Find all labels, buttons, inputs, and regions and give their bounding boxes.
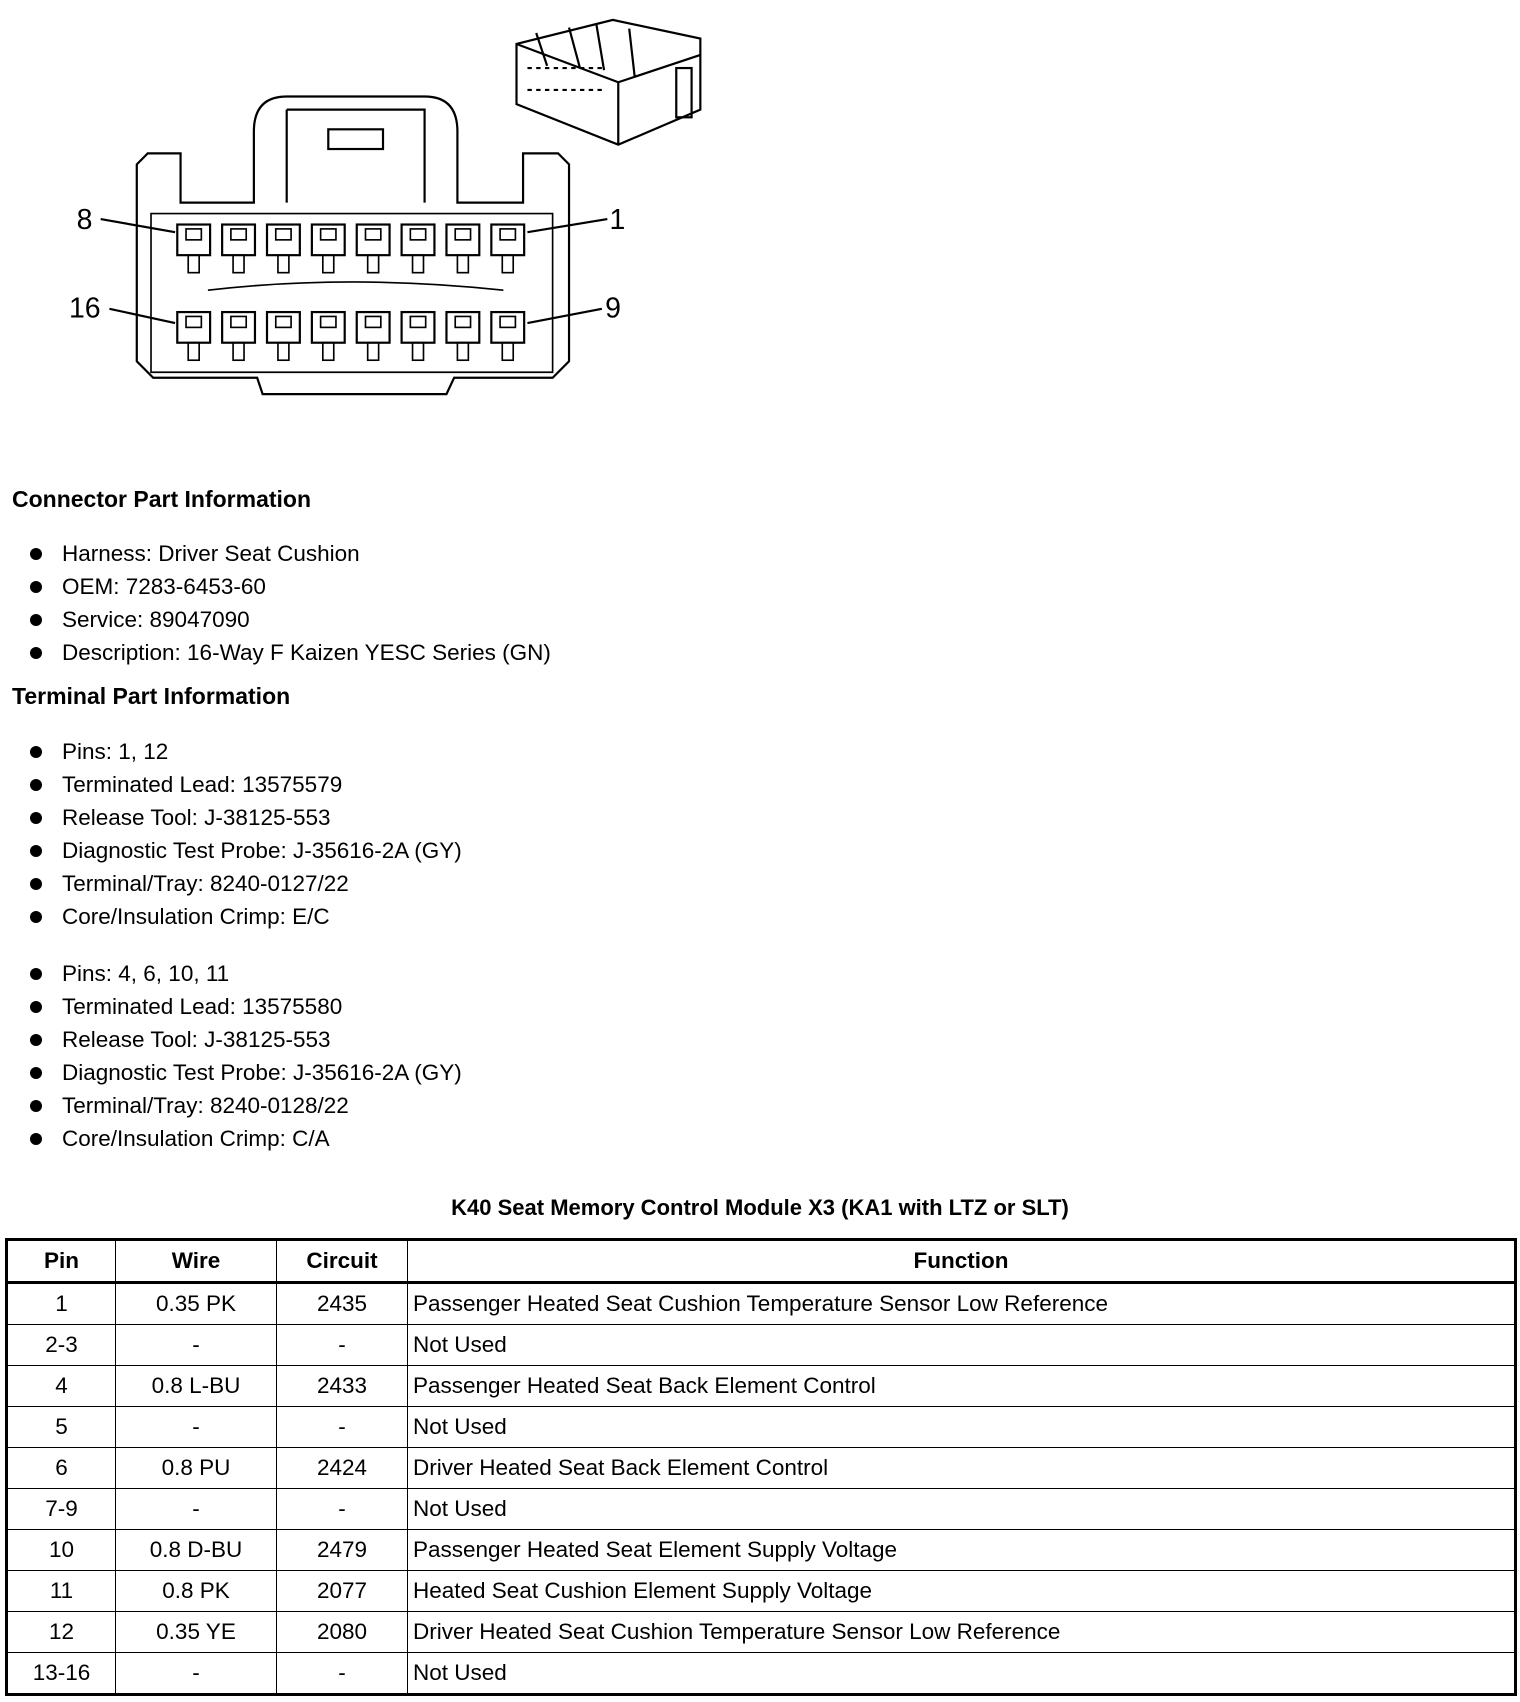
circuit-cell: 2077 [277,1571,408,1612]
function-cell: Not Used [408,1325,1516,1366]
circuit-cell: - [277,1325,408,1366]
pin-cell: 7-9 [7,1489,116,1530]
pin-cell: 6 [7,1448,116,1489]
function-cell: Passenger Heated Seat Cushion Temperature Sensor Low Reference [408,1283,1516,1325]
list-item: Pins: 1, 12 [0,735,462,768]
wire-cell: 0.35 YE [116,1612,277,1653]
function-cell: Heated Seat Cushion Element Supply Voltage [408,1571,1516,1612]
pin-label-9: 9 [605,292,621,325]
header-pin: Pin [7,1240,116,1283]
connector-face [137,96,569,394]
function-cell: Passenger Heated Seat Element Supply Voltage [408,1530,1516,1571]
circuit-cell: 2433 [277,1366,408,1407]
table-row [7,1489,1516,1530]
wire-cell: 0.8 PU [116,1448,277,1489]
pin-cell: 12 [7,1612,116,1653]
table-row [7,1283,1516,1325]
wire-cell: - [116,1325,277,1366]
wire-cell: - [116,1653,277,1695]
terminal-group-1-list [0,735,462,933]
header-circuit: Circuit [277,1240,408,1283]
table-row [7,1448,1516,1489]
pin-callouts [69,204,625,325]
pin-cell: 4 [7,1366,116,1407]
connector-isometric-icon [517,20,701,145]
function-cell: Driver Heated Seat Back Element Control [408,1448,1516,1489]
function-cell: Not Used [408,1407,1516,1448]
pin-cell: 2-3 [7,1325,116,1366]
pin-cell: 13-16 [7,1653,116,1695]
circuit-cell: - [277,1407,408,1448]
list-item: Release Tool: J-38125-553 [0,801,462,834]
circuit-cell: 2424 [277,1448,408,1489]
list-item: Terminated Lead: 13575580 [0,990,462,1023]
pin-label-1: 1 [609,203,626,236]
pin-label-16: 16 [68,292,101,325]
list-item: Pins: 4, 6, 10, 11 [0,957,462,990]
table-row [7,1653,1516,1695]
wire-cell: 0.8 L-BU [116,1366,277,1407]
list-item: OEM: 7283-6453-60 [0,570,551,603]
pin-cell: 1 [7,1283,116,1325]
table-row [7,1612,1516,1653]
table-title: K40 Seat Memory Control Module X3 (KA1 with LTZ or SLT) [451,1195,1069,1220]
table-row [7,1530,1516,1571]
header-wire: Wire [116,1240,277,1283]
circuit-cell: 2479 [277,1530,408,1571]
list-item: Release Tool: J-38125-553 [0,1023,462,1056]
wire-cell: 0.35 PK [116,1283,277,1325]
list-item: Diagnostic Test Probe: J-35616-2A (GY) [0,834,462,867]
circuit-cell: - [277,1489,408,1530]
terminal-group-2-list [0,957,462,1155]
connector-info-heading: Connector Part Information [12,486,312,512]
function-cell: Not Used [408,1489,1516,1530]
terminal-info-heading: Terminal Part Information [12,683,291,709]
list-item: Core/Insulation Crimp: E/C [0,900,462,933]
pin-cell: 5 [7,1407,116,1448]
list-item: Harness: Driver Seat Cushion [0,537,551,570]
list-item: Terminal/Tray: 8240-0127/22 [0,867,462,900]
circuit-cell: - [277,1653,408,1695]
list-item: Terminal/Tray: 8240-0128/22 [0,1089,462,1122]
wire-cell: - [116,1489,277,1530]
list-item: Service: 89047090 [0,603,551,636]
list-item: Description: 16-Way F Kaizen YESC Series (GN) [0,636,551,669]
pin-cell: 11 [7,1571,116,1612]
table-row [7,1366,1516,1407]
table-row [7,1407,1516,1448]
circuit-cell: 2435 [277,1283,408,1325]
list-item: Terminated Lead: 13575579 [0,768,462,801]
function-cell: Passenger Heated Seat Back Element Control [408,1366,1516,1407]
table-row [7,1571,1516,1612]
pin-label-8: 8 [76,203,93,236]
pinout-table [5,1238,1517,1696]
pin-cell: 10 [7,1530,116,1571]
list-item: Core/Insulation Crimp: C/A [0,1122,462,1155]
function-cell: Not Used [408,1653,1516,1695]
circuit-cell: 2080 [277,1612,408,1653]
connector-info-list [0,537,551,669]
function-cell: Driver Heated Seat Cushion Temperature Sensor Low Reference [408,1612,1516,1653]
header-function: Function [408,1240,1516,1283]
connector-diagram [0,0,766,460]
list-item: Diagnostic Test Probe: J-35616-2A (GY) [0,1056,462,1089]
table-row [7,1325,1516,1366]
wire-cell: - [116,1407,277,1448]
wire-cell: 0.8 PK [116,1571,277,1612]
wire-cell: 0.8 D-BU [116,1530,277,1571]
